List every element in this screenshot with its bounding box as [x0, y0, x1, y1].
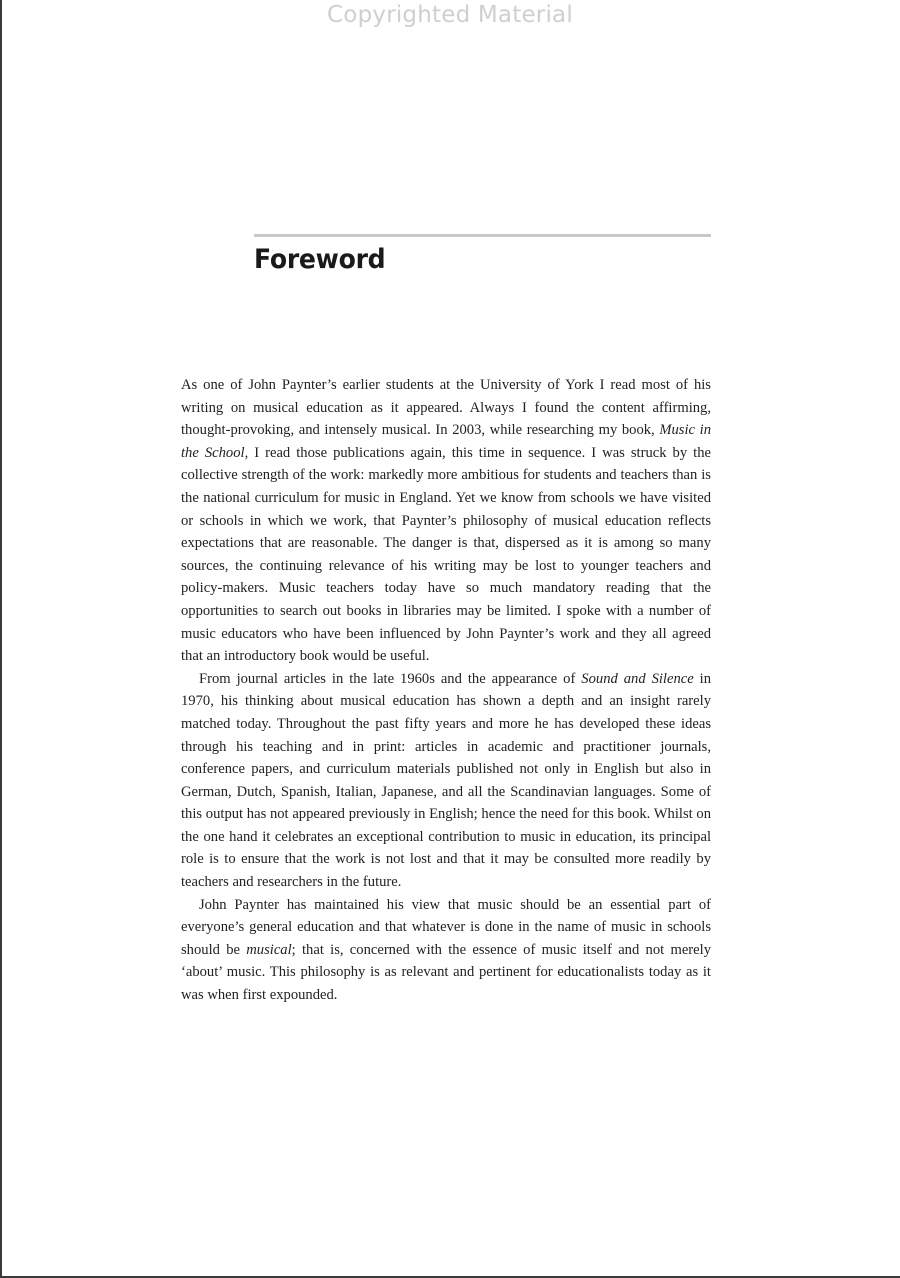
paragraph-1-part-a: As one of John Paynter’s earlier students at the University of York I read most of his writing on musical education as it appeared. Always I found the content affirming, thought-provoking, and intensely musical. In 2003, while researching my book, — [181, 377, 711, 439]
paragraph-3-part-b: ; that is, concerned with the essence of music itself and not merely ‘about’ music. This philosophy is as relevant and pertinent for educationalists today as it was when first expounded. — [181, 941, 711, 1004]
chapter-title: Foreword — [254, 244, 386, 275]
paragraph-2-part-a: From journal articles in the late 1960s and the appearance of — [199, 670, 582, 687]
paragraph-1-part-b: , I read those publications again, this time in sequence. I was struck by the collective strength of the work: markedly more ambitious for students and teachers than is the national curriculum for music in England. Yet we know from schools we have visited or schools in which we work, that Paynter’s philosophy of musical education reflects expectations that are reasonable. The danger is that, dispersed as it is among so many sources, the continuing relevance of his writing may be lost to younger teachers and policy-makers. Music teachers today have so much mandatory reading that the opportunities to search out books in libraries may be limited. I spoke with a number of music educators who have been influenced by John Paynter’s work and they all agreed that an introductory book would be useful. — [181, 444, 711, 665]
book-title-music-in-the-school: Music in the School — [181, 422, 711, 461]
chapter-rule — [254, 234, 711, 237]
book-title-sound-and-silence: Sound and Silence — [581, 670, 694, 687]
paragraph-1 — [181, 374, 711, 668]
copyright-watermark: Copyrighted Material — [327, 2, 573, 28]
paragraph-2-part-b: in 1970, his thinking about musical education has shown a depth and an insight rarely matched today. Throughout the past fifty years and more he has developed these ideas through his teaching and in print: articles in academic and practitioner journals, conference papers, and curriculum materials published not only in English but also in German, Dutch, Spanish, Italian, Japanese, and all the Scandinavian languages. Some of this output has not appeared previously in English; hence the need for this book. Whilst on the one hand it celebrates an exceptional contribution to music in education, its principal role is to ensure that the work is not lost and that it may be consulted more readily by teachers and researchers in the future. — [181, 670, 712, 891]
paragraph-3-part-a: John Paynter has maintained his view that music should be an essential part of everyone’s general education and that whatever is done in the name of music in schools should be — [181, 896, 711, 958]
emphasis-musical: musical — [246, 941, 292, 958]
foreword-body — [181, 374, 711, 1007]
page-border-left — [0, 0, 2, 1278]
paragraph-2 — [181, 668, 711, 894]
paragraph-3 — [181, 894, 711, 1007]
